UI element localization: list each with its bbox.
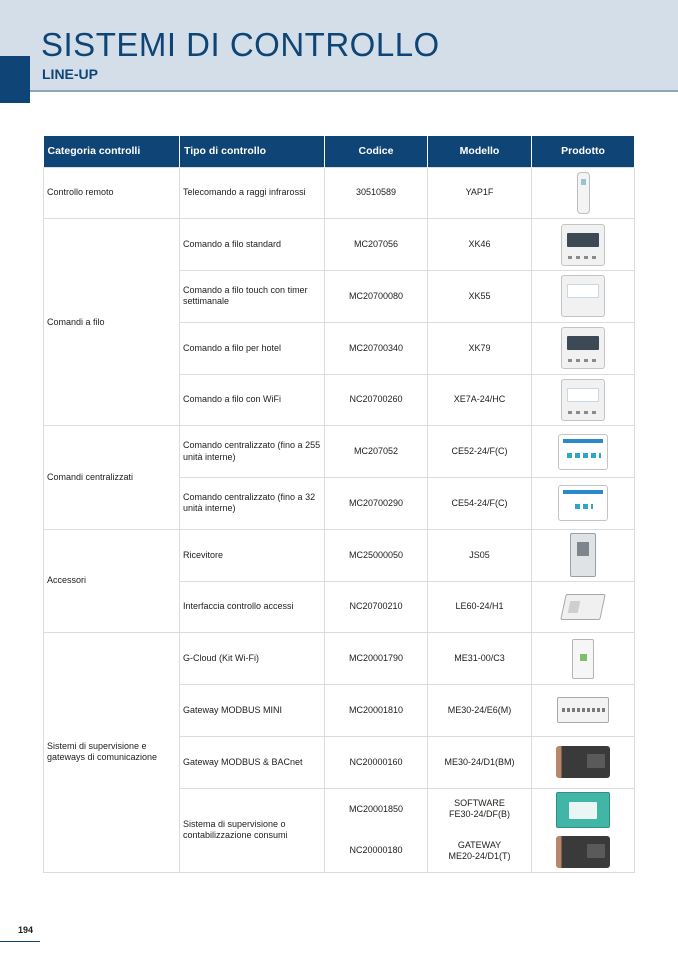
model-cell: XK55 (428, 271, 532, 323)
remote-control-icon (577, 172, 590, 214)
category-cell: Controllo remoto (44, 167, 180, 219)
product-cell (532, 633, 635, 685)
control-type-cell: Comando a filo con WiFi (180, 374, 325, 426)
touch-controller-icon (561, 275, 605, 317)
column-header: Tipo di controllo (180, 136, 325, 167)
product-cell (532, 322, 635, 374)
table-row (44, 426, 635, 478)
model-cell: JS05 (428, 529, 532, 581)
software-screen-icon (556, 792, 610, 828)
table-row (44, 633, 635, 685)
page-title: SISTEMI DI CONTROLLO (41, 26, 440, 63)
model-cell: ME31-00/C3 (428, 633, 532, 685)
gateway-box-icon (556, 836, 610, 868)
wifi-controller-icon (561, 379, 605, 421)
header-accent-bar (0, 56, 30, 103)
control-type-cell: Ricevitore (180, 529, 325, 581)
product-cell (532, 529, 635, 581)
model-cell: YAP1F (428, 167, 532, 219)
model-value: SOFTWARE FE30-24/DF(B) (448, 798, 510, 820)
control-type-cell: Interfaccia controllo accessi (180, 581, 325, 633)
product-cell (532, 685, 635, 737)
model-value: GATEWAY ME20-24/D1(T) (448, 839, 511, 861)
control-type-cell: Gateway MODBUS MINI (180, 685, 325, 737)
model-cell: ME30-24/D1(BM) (428, 736, 532, 788)
code-cell: NC20700260 (325, 374, 428, 426)
column-header: Codice (325, 136, 428, 167)
code-cell: NC20700210 (325, 581, 428, 633)
control-type-cell: Comando centralizzato (fino a 32 unità interne) (180, 478, 325, 530)
product-cell (532, 167, 635, 219)
category-cell: Comandi centralizzati (44, 426, 180, 530)
gateway-box-icon (556, 746, 610, 778)
code-cell: MC207052 (325, 426, 428, 478)
control-type-cell: G-Cloud (Kit Wi-Fi) (180, 633, 325, 685)
product-cell (532, 736, 635, 788)
code-cell: 30510589 (325, 167, 428, 219)
model-cell: XK46 (428, 219, 532, 271)
column-header: Modello (428, 136, 532, 167)
product-cell (532, 219, 635, 271)
column-header: Categoria controlli (44, 136, 180, 167)
central-controller-icon (558, 485, 608, 521)
hotel-controller-icon (561, 327, 605, 369)
modbus-mini-gateway-icon (557, 697, 609, 723)
control-type-cell: Gateway MODBUS & BACnet (180, 736, 325, 788)
code-value: MC20001850 (348, 803, 404, 814)
control-type-cell: Comando centralizzato (fino a 255 unità interne) (180, 426, 325, 478)
product-cell (532, 271, 635, 323)
product-cell (532, 581, 635, 633)
product-cell (532, 426, 635, 478)
lineup-table (43, 136, 635, 873)
page-subtitle: LINE-UP (42, 66, 98, 82)
model-cell: ME30-24/E6(M) (428, 685, 532, 737)
table-row (44, 529, 635, 581)
control-type-cell: Comando a filo touch con timer settimanale (180, 271, 325, 323)
control-type-cell: Sistema di supervisione o contabilizzazione consumi (180, 788, 325, 872)
table-row (44, 219, 635, 271)
model-cell: CE52-24/F(C) (428, 426, 532, 478)
category-cell: Accessori (44, 529, 180, 633)
code-cell: MC20700340 (325, 322, 428, 374)
control-type-cell: Comando a filo per hotel (180, 322, 325, 374)
access-interface-icon (560, 594, 606, 620)
model-cell: LE60-24/H1 (428, 581, 532, 633)
model-cell: XK79 (428, 322, 532, 374)
code-cell (325, 788, 428, 872)
table-header-row (44, 136, 635, 167)
code-cell: MC25000050 (325, 529, 428, 581)
product-cell (532, 478, 635, 530)
category-cell: Comandi a filo (44, 219, 180, 426)
control-type-cell: Telecomando a raggi infrarossi (180, 167, 325, 219)
model-cell: CE54-24/F(C) (428, 478, 532, 530)
column-header: Prodotto (532, 136, 635, 167)
wired-controller-icon (561, 224, 605, 266)
product-cell (532, 374, 635, 426)
code-cell: MC20700290 (325, 478, 428, 530)
wifi-kit-icon (572, 639, 594, 679)
code-cell: NC20000160 (325, 736, 428, 788)
central-controller-icon (558, 434, 608, 470)
page-number: 194 (18, 925, 34, 935)
code-value: NC20000180 (349, 845, 403, 856)
code-cell: MC20700080 (325, 271, 428, 323)
code-cell: MC20001790 (325, 633, 428, 685)
page-number-rule (0, 941, 40, 942)
product-cell (532, 788, 635, 872)
receiver-icon (570, 533, 596, 577)
table-row (44, 167, 635, 219)
code-cell: MC20001810 (325, 685, 428, 737)
model-cell (428, 788, 532, 872)
control-type-cell: Comando a filo standard (180, 219, 325, 271)
category-cell: Sistemi di supervisione e gateways di comunicazione (44, 633, 180, 872)
code-cell: MC207056 (325, 219, 428, 271)
model-cell: XE7A-24/HC (428, 374, 532, 426)
